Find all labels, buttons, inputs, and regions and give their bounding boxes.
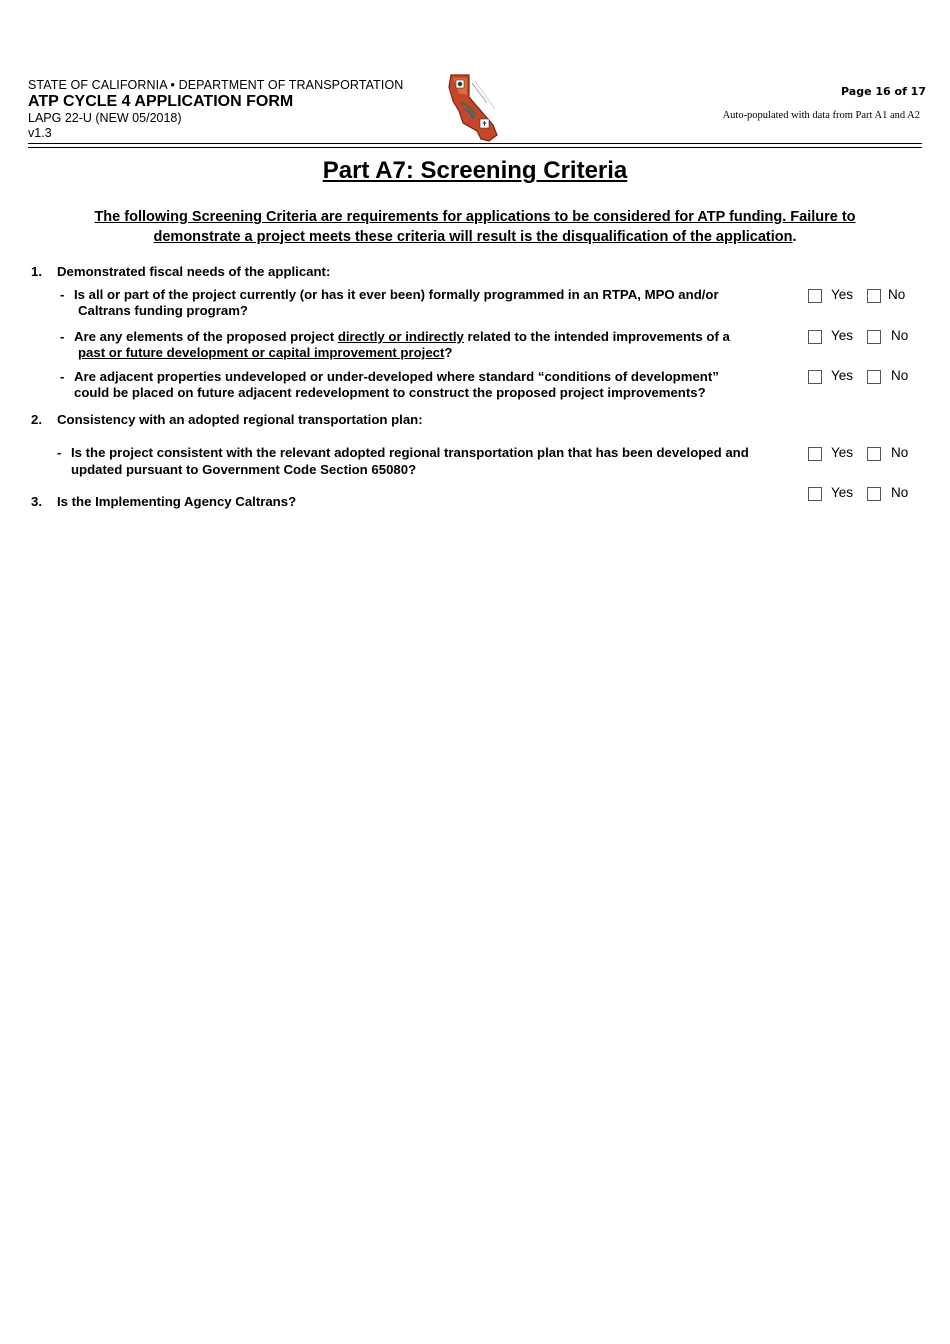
no-label: No xyxy=(891,445,909,460)
yes-checkbox[interactable] xyxy=(808,447,822,461)
yes-checkbox[interactable] xyxy=(808,289,822,303)
yes-label: Yes xyxy=(831,287,854,302)
no-label: No xyxy=(888,287,906,302)
yes-label: Yes xyxy=(831,445,854,460)
no-label: No xyxy=(891,328,909,343)
section-number: 3. xyxy=(31,494,42,509)
question-line-1: Is all or part of the project currently (or has it ever been) formally programmed in an RTPA, MPO and/or xyxy=(74,287,719,302)
no-label: No xyxy=(891,485,909,500)
agency-name: STATE OF CALIFORNIA • DEPARTMENT OF TRANSPORTATION xyxy=(28,78,404,92)
no-checkbox[interactable] xyxy=(867,447,881,461)
intro-text: The following Screening Criteria are requirements for applications to be considered for ATP funding. Failure to demonstrate a project meets these criteria will result is the disqualification of the application xyxy=(94,209,856,245)
yes-checkbox[interactable] xyxy=(808,487,822,501)
no-label: No xyxy=(891,368,909,383)
no-checkbox[interactable] xyxy=(867,487,881,501)
auto-populated-note: Auto-populated with data from Part A1 and A2 xyxy=(722,110,920,121)
question-line-1: Is the project consistent with the relevant adopted regional transportation plan that has been developed and xyxy=(71,445,749,460)
yes-checkbox[interactable] xyxy=(808,330,822,344)
no-checkbox[interactable] xyxy=(867,330,881,344)
yes-label: Yes xyxy=(831,328,854,343)
form-header xyxy=(28,78,403,141)
header-divider-bottom xyxy=(28,147,922,148)
form-code: LAPG 22-U (NEW 05/2018) xyxy=(28,111,182,125)
question-line-2: Caltrans funding program? xyxy=(78,303,248,318)
intro-statement xyxy=(50,208,900,247)
header-divider-top xyxy=(28,143,922,144)
section-text: Is the Implementing Agency Caltrans? xyxy=(57,494,297,509)
page-number: Page 16 of 17 xyxy=(841,85,926,98)
question-dash: - xyxy=(57,445,62,460)
question-dash: - xyxy=(60,329,65,344)
question-line-2: could be placed on future adjacent redevelopment to construct the proposed project improvements? xyxy=(74,385,706,400)
form-version: v1.3 xyxy=(28,126,52,140)
no-checkbox[interactable] xyxy=(867,370,881,384)
no-checkbox[interactable] xyxy=(867,289,881,303)
question-line-2: updated pursuant to Government Code Section 65080? xyxy=(71,462,417,477)
yes-checkbox[interactable] xyxy=(808,370,822,384)
question-line-1: Are any elements of the proposed project directly or indirectly related to the intended improvements of a xyxy=(74,329,730,344)
question-dash: - xyxy=(60,369,65,384)
california-atp-logo-icon xyxy=(447,73,503,143)
question-dash: - xyxy=(60,287,65,302)
form-title: ATP CYCLE 4 APPLICATION FORM xyxy=(28,93,294,110)
section-number: 2. xyxy=(31,412,42,427)
section-number: 1. xyxy=(31,264,42,279)
question-line-1: Are adjacent properties undeveloped or under-developed where standard “conditions of development” xyxy=(74,369,719,384)
yes-label: Yes xyxy=(831,485,854,500)
section-text: Demonstrated fiscal needs of the applicant: xyxy=(57,264,331,279)
yes-label: Yes xyxy=(831,368,854,383)
intro-period: . xyxy=(792,228,797,245)
question-line-2: past or future development or capital improvement project? xyxy=(78,345,453,360)
page-title: Part A7: Screening Criteria xyxy=(322,157,628,184)
section-text: Consistency with an adopted regional transportation plan: xyxy=(57,412,423,427)
